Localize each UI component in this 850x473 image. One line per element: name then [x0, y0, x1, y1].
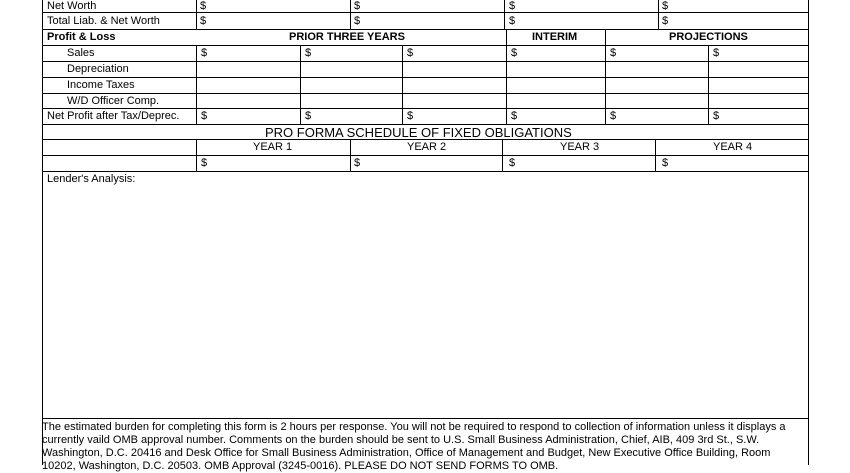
rule	[42, 418, 808, 419]
year-3-header: YEAR 3	[560, 141, 600, 153]
sales-value-1[interactable]: $	[201, 47, 208, 59]
lenders-analysis-label: Lender's Analysis:	[47, 173, 136, 185]
rule	[808, 0, 809, 172]
lenders-analysis-box[interactable]	[42, 171, 808, 419]
rule	[402, 45, 403, 124]
total-liab-value-4[interactable]: $	[662, 15, 669, 27]
depreciation-label: Depreciation	[67, 63, 129, 75]
rule	[350, 0, 351, 29]
year-2-value[interactable]: $	[354, 157, 361, 169]
year-4-header: YEAR 4	[713, 141, 753, 153]
omb-burden-statement: The estimated burden for completing this form is 2 hours per response. You will not be required to respond to collection of information unless it displays a currently vaild OMB approval number. Comments on the burden should be sent to U.S. Small Business Administration, Chief, AIB, 409 3rd St., S.W. Washington, D.C. 20416 and Desk Office for Small Business Administration, Office of Management and Budget, New Executive Office Building, Room 10202, Washington, D.C. 20503. OMB Approval (3245-0016). PLEASE DO NOT SEND FORMS TO OMB.	[42, 421, 786, 472]
rule	[658, 0, 659, 29]
rule	[42, 93, 808, 94]
sales-value-4[interactable]: $	[511, 47, 518, 59]
year-2-header: YEAR 2	[407, 141, 447, 153]
net-profit-value-6[interactable]: $	[713, 110, 720, 122]
prior-three-years-header: PRIOR THREE YEARS	[289, 31, 405, 43]
net-worth-value-4[interactable]: $	[662, 0, 669, 12]
interim-header: INTERIM	[532, 31, 578, 43]
projections-header: PROJECTIONS	[669, 31, 748, 43]
net-profit-value-3[interactable]: $	[407, 110, 414, 122]
total-liab-value-1[interactable]: $	[200, 15, 207, 27]
rule	[655, 139, 656, 171]
year-4-value[interactable]: $	[662, 157, 669, 169]
net-worth-value-3[interactable]: $	[509, 0, 516, 12]
sales-value-3[interactable]: $	[407, 47, 414, 59]
year-1-value[interactable]: $	[201, 157, 208, 169]
rule	[605, 29, 606, 124]
rule	[42, 12, 808, 13]
year-1-header: YEAR 1	[253, 141, 293, 153]
rule	[42, 108, 808, 109]
sales-value-5[interactable]: $	[610, 47, 617, 59]
rule	[42, 77, 808, 78]
rule	[196, 45, 197, 124]
wd-officer-comp-label: W/D Officer Comp.	[67, 95, 160, 107]
total-liab-net-worth-label: Total Liab. & Net Worth	[47, 15, 160, 27]
rule	[502, 139, 503, 171]
net-worth-label: Net Worth	[47, 0, 97, 12]
sales-value-2[interactable]: $	[305, 47, 312, 59]
rule	[42, 45, 808, 46]
total-liab-value-2[interactable]: $	[354, 15, 361, 27]
sales-value-6[interactable]: $	[713, 47, 720, 59]
rule	[42, 155, 808, 156]
rule	[506, 29, 507, 124]
rule	[196, 0, 197, 29]
net-worth-value-2[interactable]: $	[354, 0, 361, 12]
rule	[42, 29, 808, 30]
profit-loss-label: Profit & Loss	[47, 31, 116, 43]
year-3-value[interactable]: $	[509, 157, 516, 169]
rule	[350, 139, 351, 171]
rule	[42, 61, 808, 62]
rule	[300, 45, 301, 124]
net-profit-value-1[interactable]: $	[201, 110, 208, 122]
rule	[42, 0, 43, 465]
pro-forma-title: PRO FORMA SCHEDULE OF FIXED OBLIGATIONS	[265, 125, 572, 140]
net-profit-value-2[interactable]: $	[305, 110, 312, 122]
sales-label: Sales	[67, 47, 95, 59]
rule	[708, 45, 709, 124]
rule	[196, 139, 197, 171]
net-profit-value-4[interactable]: $	[511, 110, 518, 122]
net-profit-value-5[interactable]: $	[610, 110, 617, 122]
rule	[504, 0, 505, 29]
income-taxes-label: Income Taxes	[67, 79, 135, 91]
rule	[808, 171, 809, 465]
net-profit-label: Net Profit after Tax/Deprec.	[47, 110, 180, 122]
total-liab-value-3[interactable]: $	[509, 15, 516, 27]
rule	[42, 139, 808, 140]
net-worth-value-1[interactable]: $	[200, 0, 207, 12]
